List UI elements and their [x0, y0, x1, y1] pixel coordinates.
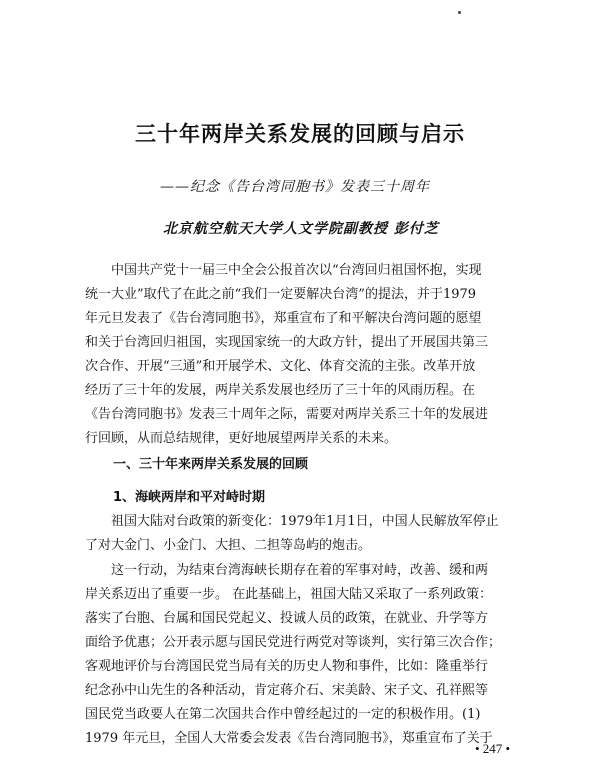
- section-heading: 一、三十年来两岸关系发展的回顾: [113, 457, 309, 472]
- text-line: 行回顾，从而总结规律，更好地展望两岸关系的未来。: [85, 431, 398, 446]
- text-line: 《告台湾同胞书》发表三十周年之际，需要对两岸关系三十年的发展进: [85, 407, 489, 422]
- text-line: 这一行动，为结束台湾海峡长期存在着的军事对峙，改善、缓和两: [111, 563, 489, 578]
- author-line: 北京航空航天大学人文学院副教授 彭付芝: [163, 221, 439, 237]
- text-line: 国民党当政要人在第二次国共合作中曾经起过的一定的积极作用。(1): [85, 707, 481, 722]
- text-line: 岸关系迈出了重要一步。 在此基础上，祖国大陆又采取了一系列政策：: [85, 587, 493, 602]
- article-subtitle: ——纪念《告台湾同胞书》发表三十周年: [160, 179, 430, 195]
- intro-paragraph: [85, 259, 517, 451]
- page-number: • 247 •: [475, 741, 511, 756]
- text-line: 1979 年元旦，全国人大常委会发表《告台湾同胞书》，郑重宣布了关于: [85, 731, 493, 746]
- article-title: 三十年两岸关系发展的回顾与启示: [135, 122, 465, 146]
- text-line: 祖国大陆对台政策的新变化：1979年1月1日，中国人民解放军停止: [111, 514, 499, 529]
- text-line: 经历了三十年的发展，两岸关系发展也经历了三十年的风雨历程。在: [85, 383, 476, 398]
- text-line: 客观地评价与台湾国民党当局有关的历史人物和事件，比如：隆重举行: [85, 659, 489, 674]
- text-line: 中国共产党十一届三中全会公报首次以“台湾回归祖国怀抱，实现: [111, 263, 482, 278]
- text-line: 纪念孙中山先生的各种活动，肯定蒋介石、宋美龄、宋子文、孔祥熙等: [85, 683, 489, 698]
- text-line: 了对大金门、小金门、大担、二担等岛屿的炮击。: [85, 538, 372, 553]
- text-line: 统一大业”取代了在此之前“我们一定要解决台湾”的提法，并于1979: [85, 287, 477, 302]
- paragraph: [85, 559, 517, 751]
- text-line: 落实了台胞、台属和国民党起义、投诚人员的政策，在就业、升学等方: [85, 611, 489, 626]
- text-line: 面给予优惠；公开表示愿与国民党进行两党对等谈判，实行第三次合作；: [85, 635, 502, 650]
- paragraph: [85, 510, 517, 558]
- text-line: 年元旦发表了《告台湾同胞书》，郑重宣布了和平解决台湾问题的愿望: [85, 311, 482, 326]
- text-line: 和关于台湾回归祖国，实现国家统一的大政方针，提出了开展国共第三: [85, 335, 489, 350]
- text-line: 次合作、开展“三通”和开展学术、文化、体育交流的主张。改革开放: [85, 359, 476, 374]
- subsection-heading: 1、海峡两岸和平对峙时期: [113, 490, 266, 505]
- scan-speck: [458, 11, 461, 14]
